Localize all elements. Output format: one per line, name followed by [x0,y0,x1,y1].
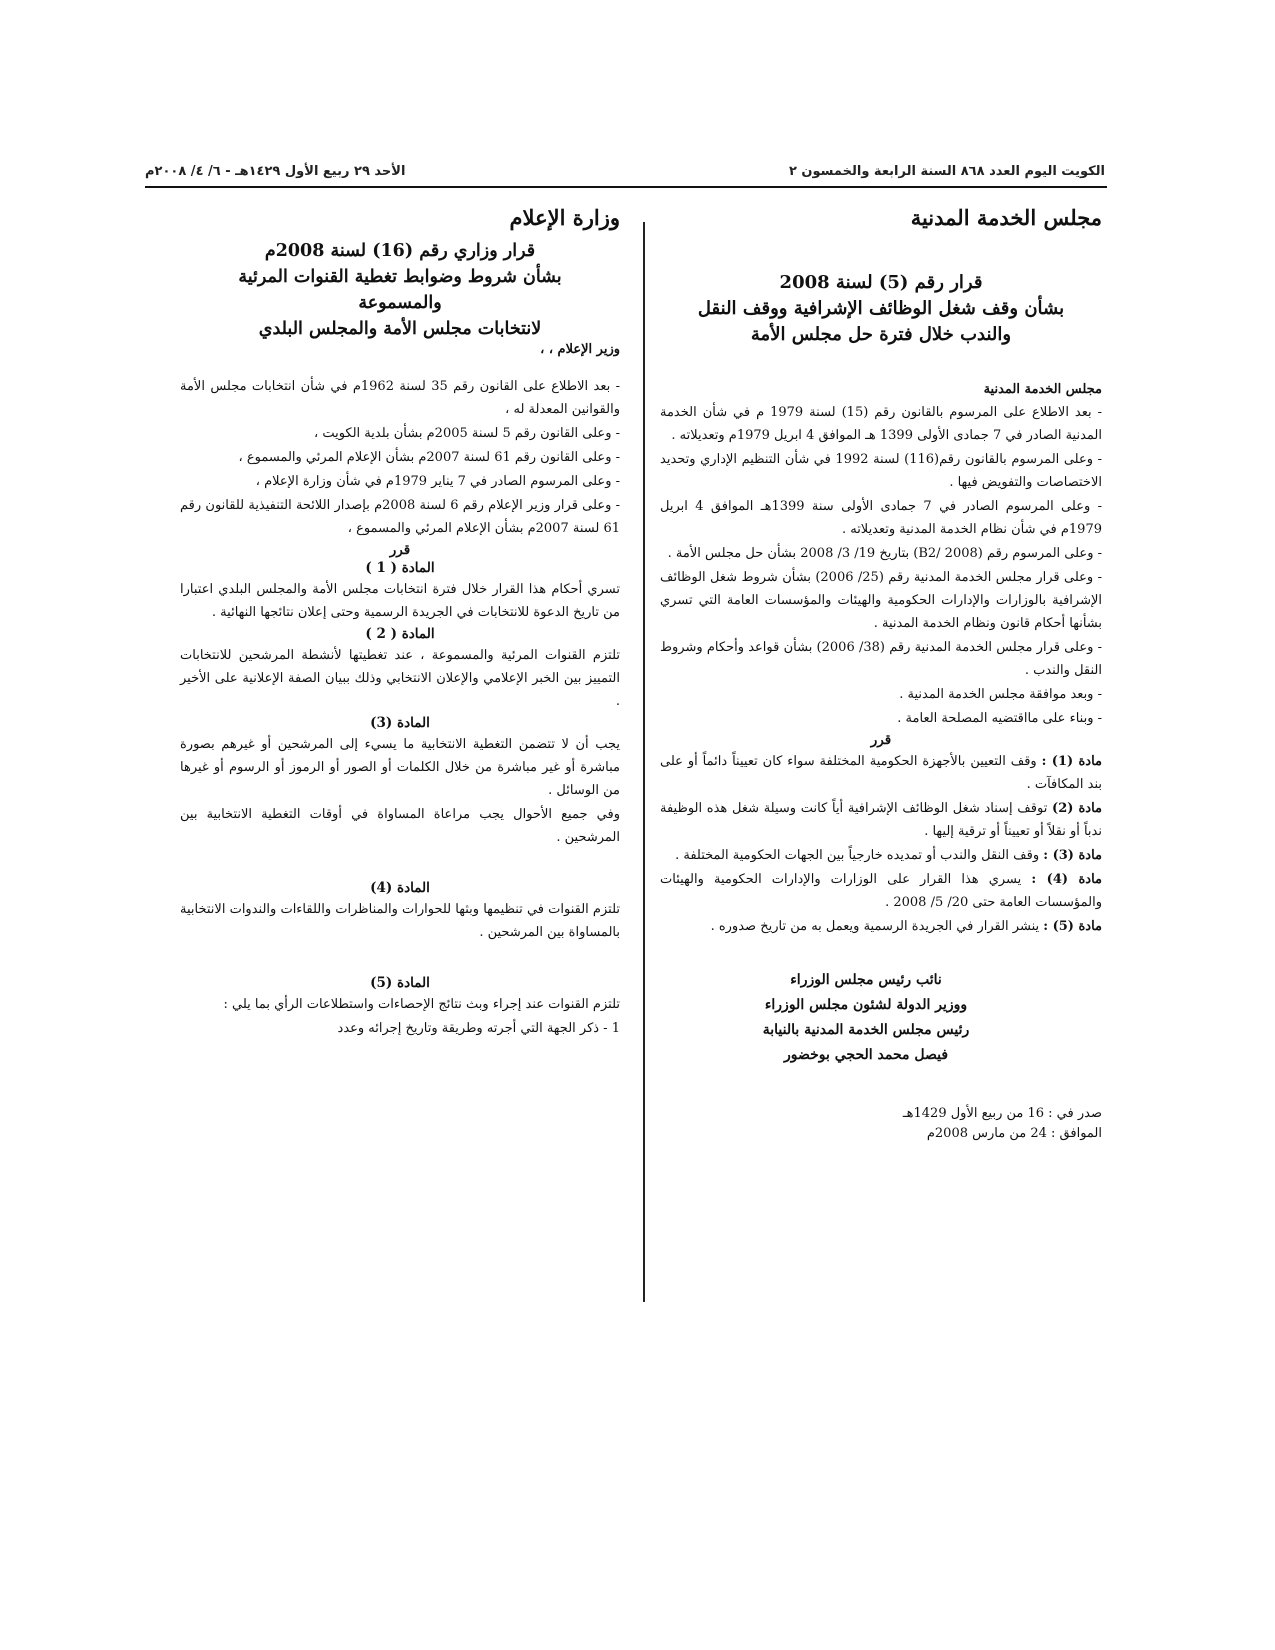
section-heading: مجلس الخدمة المدنية [910,205,1102,230]
article-heading: المادة (3) [370,715,430,731]
title-line: بشأن شروط وضوابط تغطية القنوات المرئية [238,267,562,287]
article-heading: المادة (4) [370,880,430,896]
article-text: تلتزم القنوات عند إجراء وبث نتائج الإحصاءات واستطلاعات الرأي بما يلي : [223,997,620,1012]
decision-word: قرر [389,542,411,558]
column-divider [643,222,645,1302]
title-line: قرار رقم (5) لسنة 2008 [779,272,983,293]
preamble-item: - وعلى قرار مجلس الخدمة المدنية رقم (38/ 2006) بشأن قواعد وأحكام وشروط النقل والندب . [660,640,1102,678]
preamble-item: - وبعد موافقة مجلس الخدمة المدنية . [899,687,1102,702]
article-label: مادة (1) : [1041,754,1102,769]
preamble-item: - وعلى المرسوم رقم (B2/ 2008) بتاريخ 19/ 3/ 2008 بشأن حل مجلس الأمة . [667,546,1102,561]
article-text: وقف النقل والندب أو تمديده خارجياً بين الجهات الحكومية المختلفة . [675,848,1040,863]
decision-title [180,238,620,342]
header-date: الأحد ٢٩ ربيع الأول ١٤٢٩هـ - ٦/ ٤/ ٢٠٠٨م [145,164,406,179]
issuer: مجلس الخدمة المدنية [983,382,1102,397]
article-label: مادة (3) : [1043,848,1102,863]
article-label: مادة (2) [1052,801,1102,816]
article-text: وفي جميع الأحوال يجب مراعاة المساواة في أوقات التغطية الانتخابية بين المرشحين . [180,807,620,845]
preamble-item: - وعلى المرسوم بالقانون رقم(116) لسنة 1992 في شأن التنظيم الإداري وتحديد الاختصاصات والتفويض فيها . [660,452,1102,490]
article-text: ينشر القرار في الجريدة الرسمية ويعمل به من تاريخ صدوره . [710,919,1040,934]
article [660,915,1102,938]
issue-date-block [660,1104,1102,1144]
article-text: تلتزم القنوات المرئية والمسموعة ، عند تغطيتها لأنشطة المرشحين للانتخابات التمييز بين الخبر الإعلامي والإعلان الانتخابي وذلك ببيان الصفة الإعلانية على الأخير . [180,648,620,709]
right-column [660,205,1102,1144]
signatory-name: فيصل محمد الحجي بوخضور [783,1047,949,1063]
preamble-item: - وعلى قرار مجلس الخدمة المدنية رقم (25/ 2006) بشأن شروط شغل الوظائف الإشرافية بالوزارات والإدارات الحكومية والهيئات والمؤسسات العامة التي تسري بشأنها أحكام قانون ونظام الخدمة المدنية . [660,570,1102,631]
title-line: والندب خلال فترة حل مجلس الأمة [750,324,1012,345]
article-text: يسري هذا القرار على الوزارات والإدارات الحكومية والهيئات والمؤسسات العامة حتى 20/ 5/ 2008 . [660,872,1102,910]
title-line: بشأن وقف شغل الوظائف الإشرافية ووقف النقل [697,298,1065,319]
article [660,750,1102,796]
article-heading: المادة (5) [370,975,430,991]
running-header [145,162,1105,186]
preamble-item: - وعلى القانون رقم 61 لسنة 2007م بشأن الإعلام المرئي والمسموع ، [238,450,620,465]
title-line: لانتخابات مجلس الأمة والمجلس البلدي [258,319,542,339]
preamble-item: - بعد الاطلاع على المرسوم بالقانون رقم (15) لسنة 1979 م في شأن الخدمة المدنية الصادر في 7 جمادى الأولى 1399 هـ الموافق 4 ابريل 1979م وتعديلاته . [660,405,1102,443]
signature-line: رئيس مجلس الخدمة المدنية بالنيابة [762,1022,970,1038]
article-text: 1 - ذكر الجهة التي أجرته وطريقة وتاريخ إجرائه وعدد [337,1021,620,1036]
article-text: تسري أحكام هذا القرار خلال فترة انتخابات مجلس الأمة والمجلس البلدي اعتبارا من تاريخ الدعوة للانتخابات في الجريدة الرسمية وحتى إعلان نتائجها النهائية . [180,582,620,620]
signature-block [660,968,1102,1068]
header-divider [145,186,1107,188]
article-text: يجب أن لا تتضمن التغطية الانتخابية ما يسيء إلى المرشحين أو غيرهم بصورة مباشرة أو غير مباشرة من خلال الكلمات أو الصور أو الرموز أو الرسوم أو غيرها من الوسائل . [180,737,620,798]
article-heading: المادة ( 2 ) [365,626,435,642]
issued-gregorian: الموافق : 24 من مارس 2008م [926,1126,1102,1141]
preamble-item: - وعلى القانون رقم 5 لسنة 2005م بشأن بلدية الكويت ، [313,426,620,441]
preamble-item: - وعلى المرسوم الصادر في 7 يناير 1979م في شأن وزارة الإعلام ، [255,474,620,489]
title-line: والمسموعة [358,293,442,313]
decision-title [660,270,1102,348]
signature-line: نائب رئيس مجلس الوزراء [790,972,942,988]
preamble-item: - وعلى قرار وزير الإعلام رقم 6 لسنة 2008م بإصدار اللائحة التنفيذية للقانون رقم 61 لسنة 2007م بشأن الإعلام المرئي والمسموع ، [180,498,621,536]
preamble-item: - وبناء على مااقتضيه المصلحة العامة . [897,711,1102,726]
article [660,797,1102,843]
article-label: مادة (4) : [1031,872,1103,887]
title-line: قرار وزاري رقم (16) لسنة 2008م [264,241,536,261]
article-text: توقف إسناد شغل الوظائف الإشرافية أياً كانت وسيلة شغل هذه الوظيفة ندباً أو نقلاً أو تعييناً أو ترقية إليها . [660,801,1102,839]
preamble-item: - بعد الاطلاع على القانون رقم 35 لسنة 1962م في شأن انتخابات مجلس الأمة والقوانين المعدلة له ، [180,379,620,417]
article-text: تلتزم القنوات في تنظيمها وبثها للحوارات والمناظرات واللقاءات والندوات الانتخابية بالمساواة بين المرشحين . [180,902,620,940]
article-label: مادة (5) : [1043,919,1102,934]
article-text: وقف التعيين بالأجهزة الحكومية المختلفة سواء كان تعييناً دائماً أو على بند المكافآت . [660,754,1102,792]
article [660,868,1102,914]
section-heading: وزارة الإعلام [509,205,620,230]
left-column [180,205,620,1041]
header-issue-info: الكويت اليوم العدد ٨٦٨ السنة الرابعة والخمسون ٢ [788,164,1105,179]
article-heading: المادة ( 1 ) [365,560,435,576]
signature-line: ووزير الدولة لشئون مجلس الوزراء [764,997,968,1013]
article [660,844,1102,867]
issued-hijri: صدر في : 16 من ربيع الأول 1429هـ [902,1106,1102,1121]
decision-word: قرر [870,732,892,748]
preamble-item: - وعلى المرسوم الصادر في 7 جمادى الأولى سنة 1399هـ الموافق 4 ابريل 1979م في شأن نظام الخدمة المدنية وتعديلاته . [660,499,1103,537]
issuer: وزير الإعلام ، ، [540,342,620,357]
